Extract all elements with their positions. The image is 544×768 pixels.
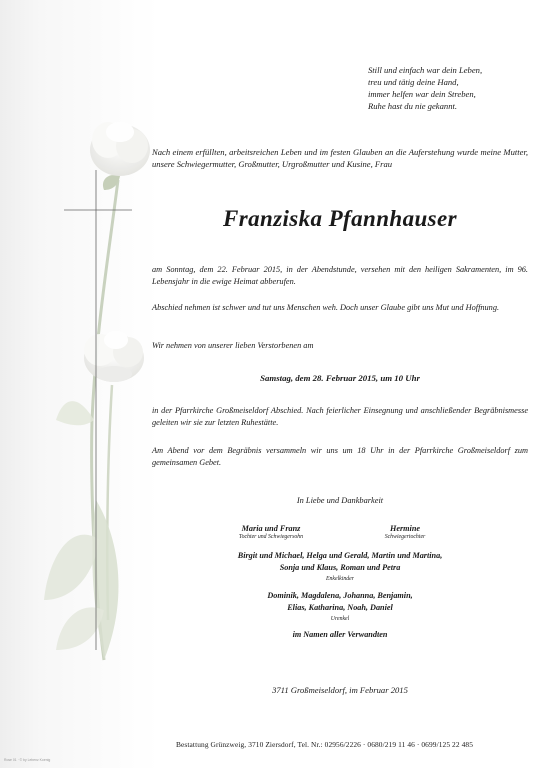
poem-line: treu und tätig deine Hand,: [368, 77, 459, 87]
mourner-relation: Urenkel: [330, 616, 350, 622]
mourner-relatives: im Namen aller Verwandten: [292, 630, 388, 639]
mourner-names: Hermine: [389, 524, 421, 533]
mourner-grandchildren: [152, 550, 528, 585]
intro-text: Nach einem erfüllten, arbeitsreichen Leben und im festen Glauben an die Auferstehung wurde meine Mutter, unsere Schwiegermutter, Großmutter, Urgroßmutter und Kusine, Frau: [152, 147, 528, 170]
poem-line: Still und einfach war dein Leben,: [368, 65, 483, 75]
mourner-names: Sonja und Klaus, Roman und Petra: [279, 563, 401, 572]
church-text: in der Pfarrkirche Großmeiseldorf Abschied. Nach feierlicher Einsegnung und anschließender Begräbnismesse geleiten wir sie zur letzten Ruhestätte.: [152, 406, 528, 428]
place-date: 3711 Großmeiseldorf, im Februar 2015: [272, 685, 408, 695]
poem: [368, 64, 528, 112]
poem-line: Ruhe hast du nie gekannt.: [368, 101, 458, 111]
deceased-name: Franziska Pfannhauser: [222, 206, 457, 231]
mourner-relation: Enkelkinder: [325, 576, 354, 582]
farewell-text: Abschied nehmen ist schwer und tut uns Menschen weh. Doch unser Glaube gibt uns Mut und Hoffnung.: [152, 303, 500, 312]
mourner-great-grandchildren: [152, 590, 528, 625]
love-line: In Liebe und Dankbarkeit: [296, 496, 384, 505]
mourner-relation: Schwiegertochter: [384, 534, 426, 540]
invite-text: Wir nehmen von unserer lieben Verstorbenen am: [152, 341, 314, 350]
poem-line: immer helfen war dein Streben,: [368, 89, 476, 99]
mourner-children: [216, 524, 326, 540]
mourner-names: Elias, Katharina, Noah, Daniel: [287, 603, 393, 612]
prayer-text: Am Abend vor dem Begräbnis versammeln wir uns um 18 Uhr in der Pfarrkirche Großmeiseldorf zum gemeinsamen Gebet.: [152, 446, 528, 468]
mourner-relation: Tochter und Schwiegersohn: [238, 534, 304, 540]
mourner-names: Maria und Franz: [241, 524, 301, 533]
copyright-note: Rose 01 · © by Lebenz Koenig: [4, 758, 51, 762]
mourner-names: Dominik, Magdalena, Johanna, Benjamin,: [267, 591, 413, 600]
white-rose-decoration: [0, 0, 200, 768]
mourner-names: Birgit und Michael, Helga und Gerald, Martin und Martina,: [237, 551, 443, 560]
mourner-daughter-in-law: [350, 524, 460, 540]
middle-rose: [84, 331, 144, 382]
top-rose: [90, 122, 150, 176]
funeral-home-footer: Bestattung Grünzweig, 3710 Ziersdorf, Tel. Nr.: 02956/2226 · 0680/219 11 46 · 0699/125 22 485: [176, 740, 473, 749]
funeral-date: Samstag, dem 28. Februar 2015, um 10 Uhr: [260, 373, 420, 383]
passing-text: am Sonntag, dem 22. Februar 2015, in der Abendstunde, versehen mit den heiligen Sakramenten, im 96. Lebensjahr in die ewige Heimat abberufen.: [152, 265, 528, 287]
